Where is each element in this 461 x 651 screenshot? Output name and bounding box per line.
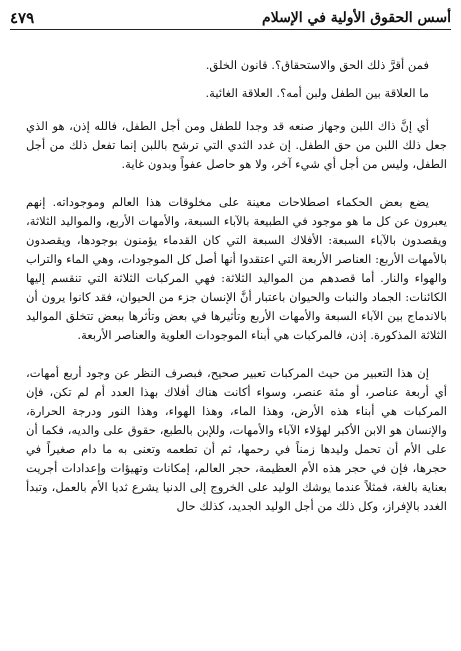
paragraph: أي إنَّ ذاك اللبن وجهاز صنعه قد وجدا للطفل ومن أجل الطفل، فالله إذن، هو الذي جعل ذلك اللبن من حق الطفل. إن غدد الثدي التي ترشح باللبن إنما تفعل ذلك من أجل الطفل، وليس من أجل أي شيء آخر، ولا هو حاصل عفواً وبدون غاية. [26, 119, 447, 171]
page-body [26, 56, 447, 516]
paragraph: ما العلاقة بين الطفل ولبن أمه؟. العلاقة الغائية. [205, 86, 429, 100]
running-title: أسس الحقوق الأولية في الإسلام [262, 10, 451, 26]
paragraph: إن هذا التعبير من حيث المركبات تعبير صحيح، فبصرف النظر عن وجود أربع أمهات، أي أربعة عناصر، أو مئة عنصر، وسواء أكانت هناك أفلاك بهذا العدد أم لم تكن، فإن المركبات هي أبناء هذه الأرض، وهذا الماء، وهذا الهواء، وهذا النور ودرجة الحرارة، والإنسان هو الابن الأكبر لهؤلاء الآباء والأمهات، وللإبن بالطبع، حقوق على والديه، فكما أن على الأم أن تحمل وليدها زمناً في رحمها، ثم أن تطعمه وتعنى به ما دام صغيراً في حجرها، فإن في حجر هذه الأم العظيمة، حجر العالم، إمكانات وتهيؤات وإعدادات أجريت بعناية بالغة، فمثلاً عندما يوشك الوليد على الخروج إلى الدنيا يشرع ثديا الأم بالعمل، وتبدأ الغدد بالإفراز، وكل ذلك من أجل الوليد الجديد، كذلك حال [26, 366, 447, 513]
page-number: ٤٧٩ [10, 9, 35, 27]
paragraph: يضع بعض الحكماء اصطلاحات معينة على مخلوقات هذا العالم وموجوداته. إنهم يعبرون عن كل ما هو موجود في الطبيعة بالآباء السبعة، والأمهات الأربع، والمواليد الثلاثة، ويقصدون بالآباء السبعة: الأفلاك السبعة التي كان القدماء يؤمنون بوجودها، ويقصدون بالأمهات الأربع: العناصر الأربعة التي اعتقدوا أنها أصل كل الموجودات، وهي الماء والتراب والهواء والنار. أما قصدهم من المواليد الثلاثة: فهي المركبات الثلاثة التي تنقسم إليها الكائنات: الجماد والنبات والحيوان باعتبار أنَّ الإنسان جزء من الحيوان، فقد كانوا يرون أن بالاندماج بين الآباء السبعة والأمهات الأربع وتأثيرها في بعض وتأثرها ببعض تتخلق المواليد الثلاثة المذكورة. إذن، فالمركبات هي أبناء الموجودات العلوية والعناصر الأربعة. [26, 195, 447, 342]
paragraph: فمن أقرَّ ذلك الحق والاستحقاق؟. قانون الخلق. [205, 58, 429, 72]
header-rule [10, 29, 451, 30]
page-header [10, 6, 451, 28]
